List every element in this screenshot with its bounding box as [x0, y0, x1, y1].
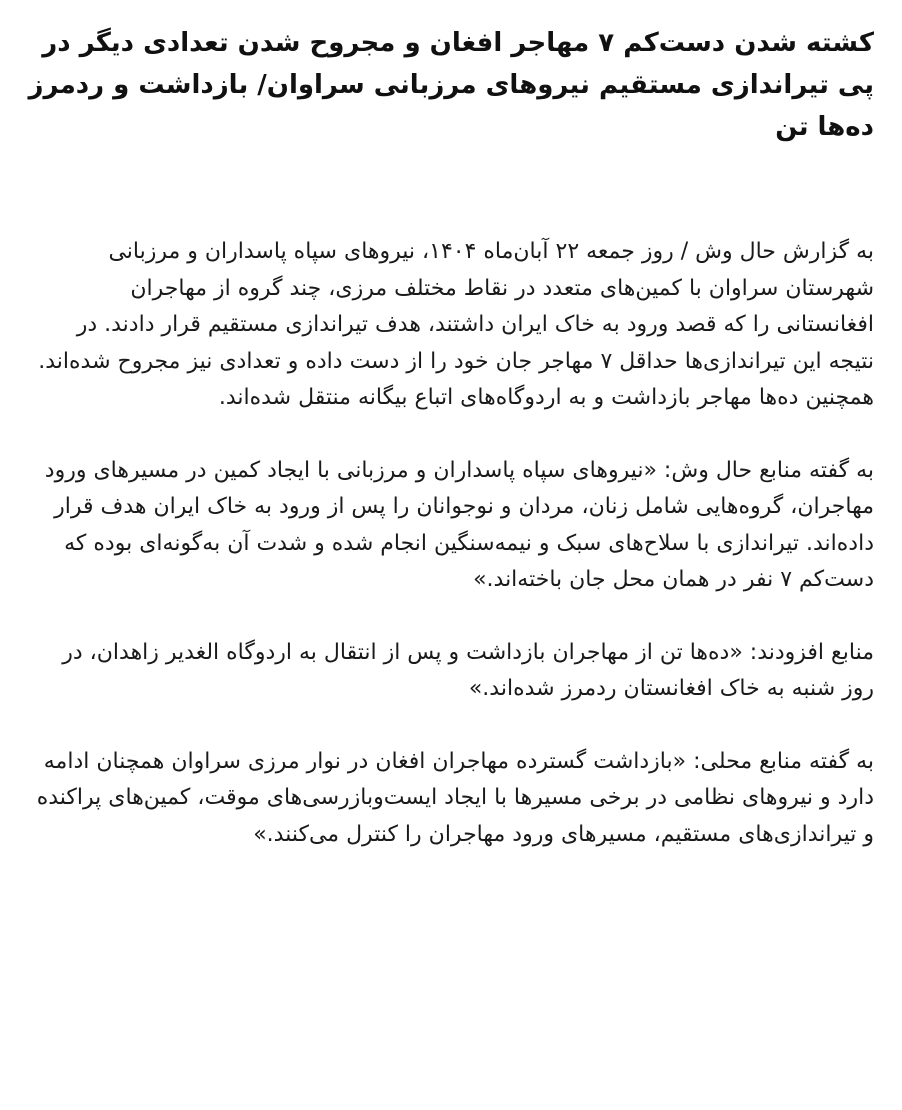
- article-headline: کشته شدن دست‌کم ۷ مهاجر افغان و مجروح شدن تعدادی دیگر در پی تیراندازی مستقیم نیروهای مرزبانی سراوان/ بازداشت و ردمرز ده‌ها تن: [28, 28, 874, 142]
- article-paragraph: به گزارش حال وش / روز جمعه ۲۲ آبان‌ماه ۱۴۰۴، نیروهای سپاه پاسداران و مرزبانی شهرستان سراوان با کمین‌های متعدد در نقاط مختلف مرزی، چند گروه از مهاجران افغانستانی را که قصد ورود به خاک ایران داشتند، هدف تیراندازی مستقیم قرار دادند. در نتیجه این تیراندازی‌ها حداقل ۷ مهاجر جان خود را از دست داده و تعدادی نیز مجروح شده‌اند. همچنین ده‌ها مهاجر بازداشت و به اردوگاه‌های اتباع بیگانه منتقل شده‌اند.: [38, 239, 874, 410]
- article: [28, 22, 874, 853]
- article-paragraph: به گفته منابع محلی: «بازداشت گسترده مهاجران افغان در نوار مرزی سراوان همچنان ادامه دارد و نیروهای نظامی در برخی مسیرها با ایجاد ایست‌وبازرسی‌های موقت، کمین‌های پراکنده و تیراندازی‌های مستقیم، مسیرهای ورود مهاجران را کنترل می‌کنند.»: [36, 748, 874, 847]
- article-body: [28, 234, 874, 853]
- article-paragraph: منابع افزودند: «ده‌ها تن از مهاجران بازداشت و پس از انتقال به اردوگاه الغدیر زاهدان، در روز شنبه به خاک افغانستان ردمرز شده‌اند.»: [62, 639, 874, 701]
- article-paragraph: به گفته منابع حال وش: «نیروهای سپاه پاسداران و مرزبانی با ایجاد کمین در مسیرهای ورود مهاجران، گروه‌هایی شامل زنان، مردان و نوجوانان را پس از ورود به خاک ایران هدف قرار داده‌اند. تیراندازی با سلاح‌های سبک و نیمه‌سنگین انجام شده و شدت آن به‌گونه‌ای بوده که دست‌کم ۷ نفر در همان محل جان باخته‌اند.»: [44, 457, 874, 592]
